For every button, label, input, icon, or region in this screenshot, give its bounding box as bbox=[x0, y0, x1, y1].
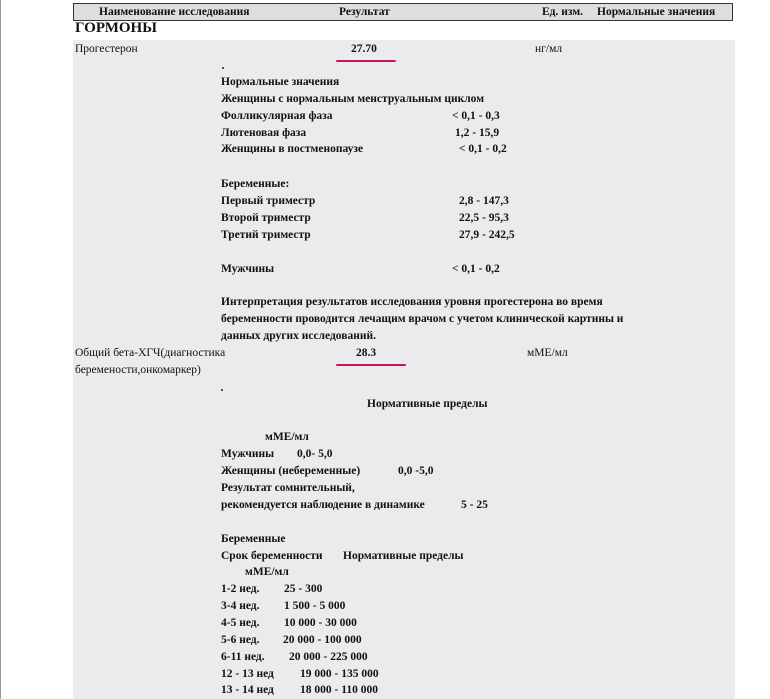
page-edge bbox=[0, 0, 1, 699]
norm-label: Фолликулярная фаза bbox=[221, 110, 333, 122]
week-term: 6-11 нед. bbox=[221, 651, 265, 663]
norm-value: < 0,1 - 0,2 bbox=[459, 143, 507, 155]
header-name: Наименование исследования bbox=[99, 6, 250, 18]
highlight-underline bbox=[336, 364, 406, 366]
week-term: 1-2 нед. bbox=[221, 583, 260, 595]
pregnant-title: Беременные: bbox=[221, 178, 290, 190]
week-range: 10 000 - 30 000 bbox=[284, 617, 357, 629]
week-term: 12 - 13 нед bbox=[221, 668, 274, 680]
limits-header: Нормативные пределы bbox=[343, 550, 464, 562]
norms-title: Нормативные пределы bbox=[367, 398, 488, 410]
week-range: 20 000 - 100 000 bbox=[283, 634, 362, 646]
norm-value: 27,9 - 242,5 bbox=[459, 229, 515, 241]
norm-value: < 0,1 - 0,2 bbox=[452, 263, 500, 275]
doubtful-line: Результат сомнительный, bbox=[221, 482, 355, 494]
week-range: 19 000 - 135 000 bbox=[300, 668, 379, 680]
week-term: 5-6 нед. bbox=[221, 634, 260, 646]
result-progesterone: 27.70 bbox=[351, 43, 377, 55]
doubtful-value: 5 - 25 bbox=[461, 499, 488, 511]
result-hcg: 28.3 bbox=[356, 347, 377, 359]
test-name-hcg-cont: беремености,онкомаркер) bbox=[75, 364, 201, 376]
test-name-hcg: Общий бета-ХГЧ(диагностика bbox=[75, 347, 226, 359]
unit-hcg: мМЕ/мл bbox=[527, 347, 568, 359]
norm-value: 22,5 - 95,3 bbox=[459, 212, 509, 224]
table-header bbox=[73, 3, 733, 21]
unit-progesterone: нг/мл bbox=[535, 43, 563, 55]
interpretation-line: Интерпретация результатов исследования уровня прогестерона во время bbox=[221, 296, 603, 308]
norm-label: Второй триместр bbox=[221, 212, 311, 224]
pregnant-title: Беременные bbox=[221, 533, 286, 545]
norm-value: < 0,1 - 0,3 bbox=[452, 110, 500, 122]
norm-label: Мужчины bbox=[221, 448, 275, 460]
norm-value: 1,2 - 15,9 bbox=[455, 127, 500, 139]
highlight-underline bbox=[336, 60, 396, 62]
interpretation-line: беременности проводится лечащим врачом с учетом клинической картины и bbox=[221, 313, 624, 325]
week-range: 20 000 - 225 000 bbox=[289, 651, 368, 663]
norm-label: Лютеновая фаза bbox=[221, 127, 307, 139]
header-normal: Нормальные значения bbox=[597, 6, 716, 18]
week-range: 25 - 300 bbox=[284, 583, 323, 595]
bullet-dot bbox=[222, 67, 224, 69]
table-units: мМЕ/мл bbox=[245, 566, 289, 578]
norm-value: 0,0- 5,0 bbox=[297, 448, 333, 460]
header-unit: Ед. изм. bbox=[542, 6, 584, 18]
norm-label: Третий триместр bbox=[221, 229, 311, 241]
units-label: мМЕ/мл bbox=[265, 431, 309, 443]
interpretation-line: данных других исследований. bbox=[221, 330, 376, 342]
week-term: 4-5 нед. bbox=[221, 617, 260, 629]
norm-label: Первый триместр bbox=[221, 195, 316, 207]
doubtful-line: рекомендуется наблюдение в динамике bbox=[221, 499, 425, 511]
week-range: 18 000 - 110 000 bbox=[300, 684, 378, 696]
test-name-progesterone: Прогестерон bbox=[75, 43, 138, 55]
week-term: 13 - 14 нед bbox=[221, 684, 274, 696]
norm-label: Женщины (небеременные) bbox=[221, 465, 361, 477]
bullet-dot bbox=[221, 389, 223, 391]
norm-value: 0,0 -5,0 bbox=[398, 465, 434, 477]
header-result: Результат bbox=[339, 6, 390, 18]
week-term: 3-4 нед. bbox=[221, 600, 260, 612]
section-title: ГОРМОНЫ bbox=[75, 20, 157, 36]
norm-label: Мужчины bbox=[221, 263, 275, 275]
term-header: Срок беременности bbox=[221, 550, 323, 562]
norms-title: Нормальные значения bbox=[221, 76, 340, 88]
norm-label: Женщины в постменопаузе bbox=[221, 143, 364, 155]
norm-value: 2,8 - 147,3 bbox=[459, 195, 509, 207]
women-cycle-title: Женщины с нормальным менструальным циклом bbox=[221, 93, 485, 105]
week-range: 1 500 - 5 000 bbox=[284, 600, 346, 612]
